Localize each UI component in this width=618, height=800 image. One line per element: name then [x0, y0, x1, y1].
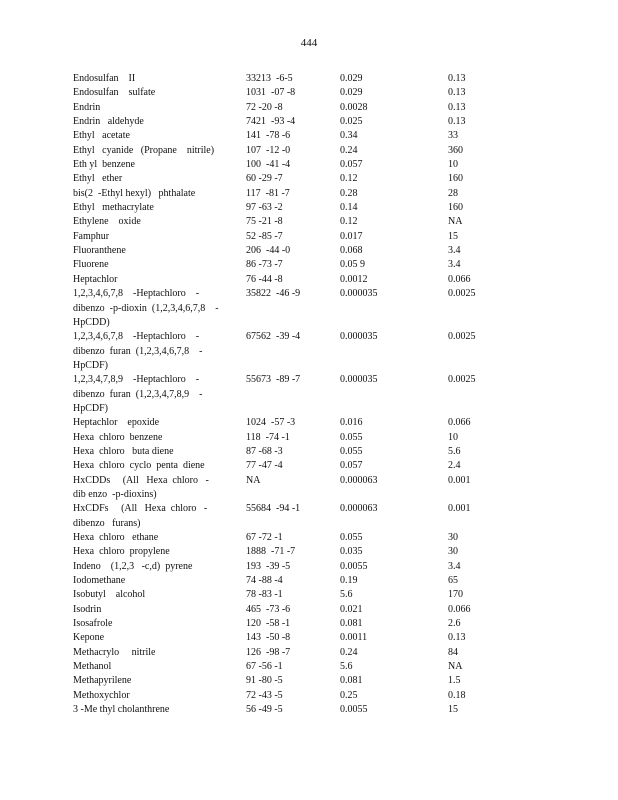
- value-2: 30: [448, 546, 458, 558]
- constituent-name: Fluorene: [73, 259, 109, 271]
- value-2: 0.001: [448, 474, 471, 486]
- cas-number: 75 -21 -8: [246, 216, 283, 228]
- constituent-name: Eth yl benzene: [73, 159, 135, 171]
- value-1: 0.055: [340, 431, 363, 443]
- value-2: 2.6: [448, 618, 461, 630]
- table-row: [73, 230, 573, 244]
- value-1: 0.035: [340, 546, 363, 558]
- constituent-name: Heptachlor epoxide: [73, 417, 160, 429]
- value-2: 360: [448, 144, 463, 156]
- value-2: 170: [448, 589, 463, 601]
- constituent-name: Endosulfan II: [73, 73, 136, 84]
- value-1: 0.025: [340, 116, 363, 128]
- constituent-name: Methacrylo nitrile: [73, 646, 156, 658]
- value-1: 0.021: [340, 603, 363, 615]
- cas-number: 91 -80 -5: [246, 675, 283, 687]
- value-1: 0.25: [340, 689, 358, 701]
- value-1: 0.12: [340, 173, 358, 185]
- table-row: [73, 459, 573, 473]
- cas-number: 193 -39 -5: [246, 560, 291, 572]
- table-row: [73, 631, 573, 645]
- value-1: 0.068: [340, 245, 363, 257]
- table-row: [73, 244, 573, 258]
- value-1: 0.029: [340, 73, 363, 84]
- value-2: 0.13: [448, 116, 466, 128]
- value-1: 0.081: [340, 675, 363, 687]
- value-2: 160: [448, 173, 463, 185]
- table-row: [73, 703, 573, 717]
- page-number: 444: [300, 37, 318, 49]
- value-2: 15: [448, 230, 458, 242]
- value-2: 3.4: [448, 245, 461, 257]
- constituent-name: Fluoranthene: [73, 245, 126, 257]
- value-1: 0.057: [340, 460, 363, 472]
- value-2: 28: [448, 187, 458, 199]
- constituent-name: Methoxychlor: [73, 689, 130, 701]
- value-1: 0.0055: [340, 560, 368, 572]
- value-1: 0.000035: [340, 331, 378, 343]
- table-row: [73, 273, 573, 287]
- value-1: 0.24: [340, 646, 358, 658]
- value-1: 0.029: [340, 87, 363, 99]
- table-row: [73, 144, 573, 158]
- value-1: 0.000063: [340, 474, 378, 486]
- cas-number: 206 -44 -0: [246, 245, 291, 257]
- table-row: [73, 689, 573, 703]
- cas-number: 72 -43 -5: [246, 689, 283, 701]
- constituent-name: Isodrin: [73, 603, 102, 615]
- cas-number: 35822 -46 -9: [246, 288, 301, 300]
- value-2: 3.4: [448, 259, 461, 271]
- constituent-name: Hexa chloro buta diene: [73, 445, 174, 457]
- table-row: [73, 158, 573, 172]
- value-1: 0.05 9: [340, 259, 365, 271]
- table-row: [73, 215, 573, 229]
- constituent-name: 3 -Me thyl cholanthrene: [73, 704, 170, 716]
- value-1: 0.081: [340, 618, 363, 630]
- table-row: [73, 431, 573, 445]
- value-1: 0.0055: [340, 704, 368, 716]
- value-1: 0.28: [340, 187, 358, 199]
- value-2: NA: [448, 216, 463, 228]
- value-2: 3.4: [448, 560, 461, 572]
- value-2: 30: [448, 532, 458, 543]
- value-2: 1.5: [448, 675, 461, 687]
- table-row: [73, 502, 573, 531]
- table-row: [73, 588, 573, 602]
- constituent-name: HxCDFs (All Hexa chloro - dibenzo furans): [73, 503, 208, 529]
- table-row: [73, 474, 573, 503]
- cas-number: NA: [246, 474, 261, 486]
- cas-number: 72 -20 -8: [246, 101, 283, 113]
- value-2: 0.18: [448, 689, 466, 701]
- table-row: [73, 373, 573, 416]
- table-row: [73, 674, 573, 688]
- value-1: 0.19: [340, 575, 358, 587]
- cas-number: 56 -49 -5: [246, 704, 283, 716]
- cas-number: 33213 -6-5: [246, 73, 293, 84]
- value-1: 0.24: [340, 144, 358, 156]
- value-2: 5.6: [448, 445, 461, 457]
- value-2: 84: [448, 646, 458, 658]
- cas-number: 52 -85 -7: [246, 230, 283, 242]
- constituent-name: Methanol: [73, 661, 112, 673]
- constituent-name: Endosulfan sulfate: [73, 87, 156, 99]
- cas-number: 55684 -94 -1: [246, 503, 301, 515]
- cas-number: 120 -58 -1: [246, 618, 291, 630]
- cas-number: 1031 -07 -8: [246, 87, 296, 99]
- constituent-name: 1,2,3,4,6,7,8 -Heptachloro - dibenzo furan (1,2,3,4,6,7,8 - HpCDF): [73, 331, 203, 371]
- value-1: 0.055: [340, 532, 363, 543]
- cas-number: 55673 -89 -7: [246, 374, 301, 386]
- constituent-name: Famphur: [73, 230, 110, 242]
- constituent-name: Isobutyl alcohol: [73, 589, 146, 601]
- value-2: 0.066: [448, 417, 471, 429]
- table-row: [73, 172, 573, 186]
- value-2: 0.13: [448, 101, 466, 113]
- constituent-name: Hexa chloro propylene: [73, 546, 170, 558]
- constituent-name: Ethyl acetate: [73, 130, 130, 142]
- value-2: 0.066: [448, 273, 471, 285]
- table-row: [73, 416, 573, 430]
- value-2: 0.001: [448, 503, 471, 515]
- value-2: 0.13: [448, 73, 466, 84]
- table-row: [73, 574, 573, 588]
- constituent-name: Heptachlor: [73, 273, 118, 285]
- cas-number: 76 -44 -8: [246, 273, 283, 285]
- table-row: [73, 646, 573, 660]
- value-1: 0.000035: [340, 374, 378, 386]
- cas-number: 126 -98 -7: [246, 646, 291, 658]
- value-1: 0.057: [340, 159, 363, 171]
- table-row: [73, 72, 573, 86]
- constituent-name: Endrin: [73, 101, 101, 113]
- cas-number: 1024 -57 -3: [246, 417, 296, 429]
- table-row: [73, 258, 573, 272]
- cas-number: 77 -47 -4: [246, 460, 283, 472]
- constituent-name: Ethylene oxide: [73, 216, 141, 228]
- cas-number: 67 -56 -1: [246, 661, 283, 673]
- value-1: 0.000035: [340, 288, 378, 300]
- constituent-name: Hexa chloro cyclo penta diene: [73, 460, 205, 472]
- value-1: 0.12: [340, 216, 358, 228]
- constituent-name: 1,2,3,4,6,7,8 -Heptachloro - dibenzo -p-dioxin (1,2,3,4,6,7,8 - HpCDD): [73, 288, 219, 328]
- cas-number: 87 -68 -3: [246, 445, 283, 457]
- value-2: 0.0025: [448, 374, 476, 386]
- value-2: 10: [448, 431, 458, 443]
- value-1: 5.6: [340, 589, 353, 601]
- value-2: 2.4: [448, 460, 461, 472]
- value-1: 0.0012: [340, 273, 368, 285]
- value-2: 0.0025: [448, 331, 476, 343]
- constituent-name: Ethyl methacrylate: [73, 202, 154, 214]
- table-row: [73, 129, 573, 143]
- cas-number: 118 -74 -1: [246, 431, 290, 443]
- constituent-name: Methapyrilene: [73, 675, 132, 687]
- table-row: [73, 330, 573, 373]
- constituent-name: Hexa chloro ethane: [73, 532, 159, 543]
- value-2: 0.0025: [448, 288, 476, 300]
- constituent-name: 1,2,3,4,7,8,9 -Heptachloro - dibenzo furan (1,2,3,4,7,8,9 - HpCDF): [73, 374, 203, 414]
- value-1: 0.34: [340, 130, 358, 142]
- cas-number: 67562 -39 -4: [246, 331, 301, 343]
- constituent-table: [73, 72, 573, 717]
- cas-number: 67 -72 -1: [246, 532, 283, 543]
- table-row: [73, 660, 573, 674]
- table-row: [73, 86, 573, 100]
- value-1: 0.14: [340, 202, 358, 214]
- cas-number: 107 -12 -0: [246, 144, 291, 156]
- cas-number: 141 -78 -6: [246, 130, 291, 142]
- table-row: [73, 445, 573, 459]
- cas-number: 97 -63 -2: [246, 202, 283, 214]
- cas-number: 60 -29 -7: [246, 173, 283, 185]
- cas-number: 7421 -93 -4: [246, 116, 296, 128]
- cas-number: 1888 -71 -7: [246, 546, 296, 558]
- constituent-name: Ethyl ether: [73, 173, 123, 185]
- cas-number: 74 -88 -4: [246, 575, 283, 587]
- cas-number: 465 -73 -6: [246, 603, 291, 615]
- value-1: 0.0011: [340, 632, 368, 644]
- value-2: 160: [448, 202, 463, 214]
- constituent-name: Ethyl cyanide (Propane nitrile): [73, 144, 215, 156]
- constituent-name: Hexa chloro benzene: [73, 431, 163, 443]
- value-1: 0.000063: [340, 503, 378, 515]
- table-row: [73, 101, 573, 115]
- table-row: [73, 531, 573, 545]
- constituent-name: Isosafrole: [73, 618, 113, 630]
- value-2: 0.13: [448, 87, 466, 99]
- value-1: 0.016: [340, 417, 363, 429]
- table-row: [73, 115, 573, 129]
- table-row: [73, 617, 573, 631]
- constituent-name: Iodomethane: [73, 575, 126, 587]
- constituent-name: HxCDDs (All Hexa chloro - dib enzo -p-dioxins): [73, 474, 209, 500]
- value-2: NA: [448, 661, 463, 673]
- table-row: [73, 603, 573, 617]
- table-row: [73, 287, 573, 330]
- value-2: 0.066: [448, 603, 471, 615]
- value-2: 65: [448, 575, 458, 587]
- constituent-name: Endrin aldehyde: [73, 116, 144, 128]
- constituent-name: Kepone: [73, 632, 105, 644]
- constituent-name: bis(2 -Ethyl hexyl) phthalate: [73, 187, 196, 199]
- cas-number: 143 -50 -8: [246, 632, 291, 644]
- value-2: 0.13: [448, 632, 466, 644]
- cas-number: 100 -41 -4: [246, 159, 291, 171]
- table-row: [73, 545, 573, 559]
- value-2: 15: [448, 704, 458, 716]
- value-1: 5.6: [340, 661, 353, 673]
- cas-number: 86 -73 -7: [246, 259, 283, 271]
- value-1: 0.055: [340, 445, 363, 457]
- table-row: [73, 187, 573, 201]
- cas-number: 78 -83 -1: [246, 589, 283, 601]
- value-2: 33: [448, 130, 458, 142]
- value-2: 10: [448, 159, 458, 171]
- table-row: [73, 201, 573, 215]
- table-row: [73, 560, 573, 574]
- value-1: 0.0028: [340, 101, 368, 113]
- cas-number: 117 -81 -7: [246, 187, 290, 199]
- constituent-name: Indeno (1,2,3 -c,d) pyrene: [73, 560, 193, 572]
- value-1: 0.017: [340, 230, 363, 242]
